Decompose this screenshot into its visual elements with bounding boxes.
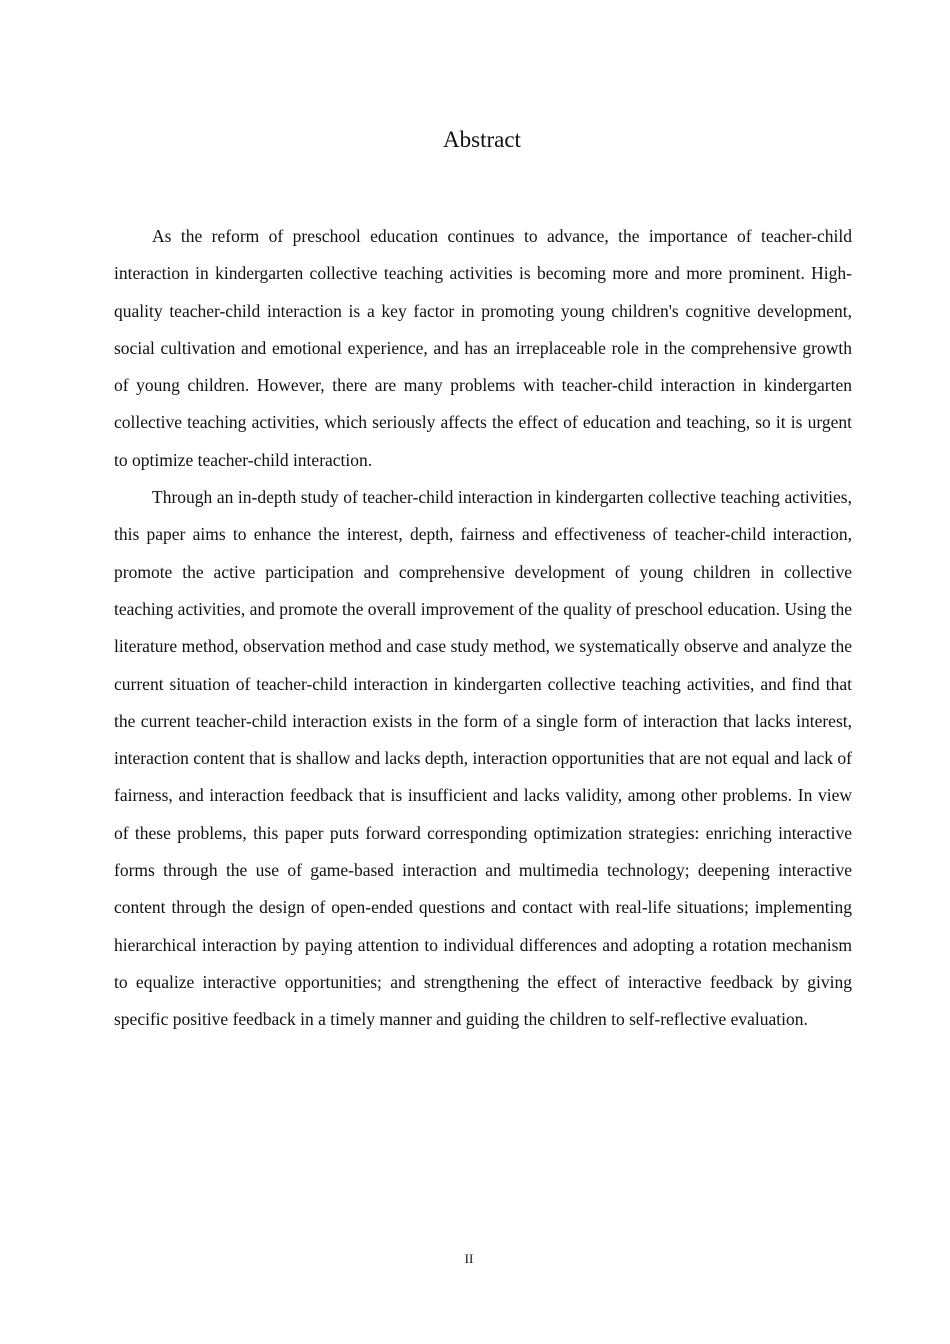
abstract-paragraph-1: As the reform of preschool education continues to advance, the importance of teacher-child interaction in kindergarten collective teaching activities is becoming more and more prominent. High-quality teacher-child interaction is a key factor in promoting young children's cognitive development, social cultivation and emotional experience, and has an irreplaceable role in the comprehensive growth of young children. However, there are many problems with teacher-child interaction in kindergarten collective teaching activities, which seriously affects the effect of education and teaching, so it is urgent to optimize teacher-child interaction. bbox=[114, 226, 852, 470]
page-number: II bbox=[464, 1251, 474, 1266]
abstract-body bbox=[114, 218, 852, 1039]
page-title: Abstract bbox=[443, 127, 521, 152]
abstract-paragraph-2: Through an in-depth study of teacher-child interaction in kindergarten collective teaching activities, this paper aims to enhance the interest, depth, fairness and effectiveness of teacher-child interaction, promote the active participation and comprehensive development of young children in collective teaching activities, and promote the overall improvement of the quality of preschool education. Using the literature method, observation method and case study method, we systematically observe and analyze the current situation of teacher-child interaction in kindergarten collective teaching activities, and find that the current teacher-child interaction exists in the form of a single form of interaction that lacks interest, interaction content that is shallow and lacks depth, interaction opportunities that are not equal and lack of fairness, and interaction feedback that is insufficient and lacks validity, among other problems. In view of these problems, this paper puts forward corresponding optimization strategies: enriching interactive forms through the use of game-based interaction and multimedia technology; deepening interactive content through the design of open-ended questions and contact with real-life situations; implementing hierarchical interaction by paying attention to individual differences and adopting a rotation mechanism to equalize interactive opportunities; and strengthening the effect of interactive feedback by giving specific positive feedback in a timely manner and guiding the children to self-reflective evaluation. bbox=[114, 487, 852, 1030]
